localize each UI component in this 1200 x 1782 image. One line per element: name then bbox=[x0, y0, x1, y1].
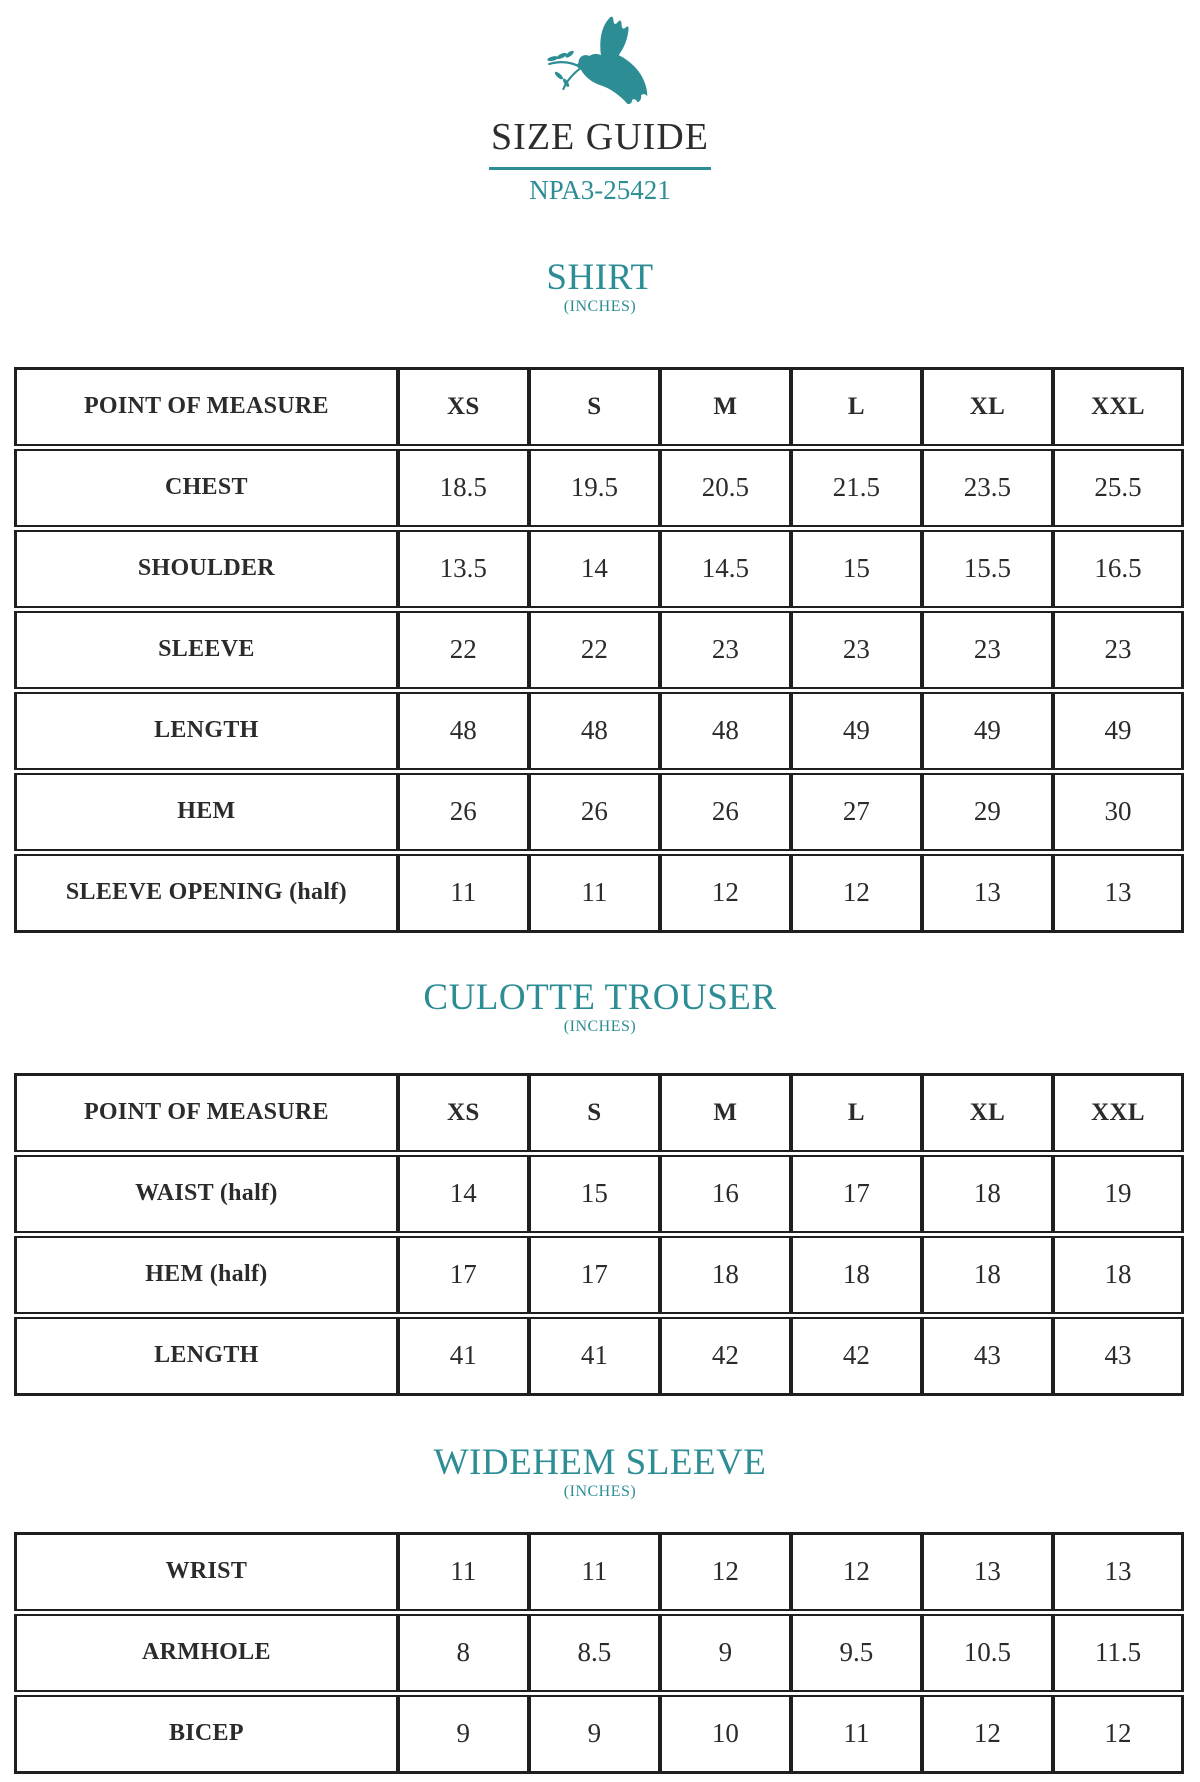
size-value-cell: 18 bbox=[660, 1236, 791, 1314]
section-heading: WIDEHEM SLEEVE bbox=[433, 1441, 767, 1483]
size-value-cell: 42 bbox=[791, 1317, 922, 1396]
point-of-measure-header: POINT OF MEASURE bbox=[14, 1073, 398, 1152]
size-value-cell: 15.5 bbox=[922, 530, 1053, 608]
measure-label-cell: HEM (half) bbox=[14, 1236, 398, 1314]
size-header-cell: XS bbox=[398, 1073, 529, 1152]
section-heading: SHIRT bbox=[546, 256, 654, 298]
size-header-cell: S bbox=[529, 1073, 660, 1152]
measure-label-cell: ARMHOLE bbox=[14, 1614, 398, 1692]
size-value-cell: 13 bbox=[922, 1532, 1053, 1611]
size-value-cell: 14 bbox=[529, 530, 660, 608]
measure-label-cell: WAIST (half) bbox=[14, 1155, 398, 1233]
size-value-cell: 22 bbox=[398, 611, 529, 689]
size-value-cell: 48 bbox=[660, 692, 791, 770]
size-value-cell: 11 bbox=[398, 1532, 529, 1611]
size-header-cell: XXL bbox=[1053, 367, 1184, 446]
size-value-cell: 15 bbox=[529, 1155, 660, 1233]
table-row bbox=[14, 611, 1184, 689]
size-value-cell: 26 bbox=[660, 773, 791, 851]
size-value-cell: 13.5 bbox=[398, 530, 529, 608]
size-value-cell: 18 bbox=[922, 1155, 1053, 1233]
size-header-cell: XL bbox=[922, 1073, 1053, 1152]
size-value-cell: 27 bbox=[791, 773, 922, 851]
measure-label-cell: SLEEVE bbox=[14, 611, 398, 689]
table-row bbox=[14, 1614, 1184, 1692]
size-header-cell: XXL bbox=[1053, 1073, 1184, 1152]
size-value-cell: 13 bbox=[1053, 854, 1184, 933]
size-value-cell: 17 bbox=[398, 1236, 529, 1314]
size-header-cell: XS bbox=[398, 367, 529, 446]
size-value-cell: 19 bbox=[1053, 1155, 1184, 1233]
measure-label-cell: SLEEVE OPENING (half) bbox=[14, 854, 398, 933]
brand-header bbox=[0, 14, 1200, 206]
table-row bbox=[14, 1317, 1184, 1396]
size-value-cell: 17 bbox=[529, 1236, 660, 1314]
size-value-cell: 12 bbox=[922, 1695, 1053, 1774]
size-header-cell: L bbox=[791, 367, 922, 446]
section-widehem-sleeve bbox=[0, 1443, 1200, 1777]
size-value-cell: 23 bbox=[660, 611, 791, 689]
section-culotte-trouser bbox=[0, 978, 1200, 1399]
size-value-cell: 26 bbox=[398, 773, 529, 851]
size-header-cell: L bbox=[791, 1073, 922, 1152]
size-value-cell: 29 bbox=[922, 773, 1053, 851]
size-value-cell: 48 bbox=[398, 692, 529, 770]
size-value-cell: 12 bbox=[791, 854, 922, 933]
size-value-cell: 49 bbox=[791, 692, 922, 770]
size-value-cell: 49 bbox=[1053, 692, 1184, 770]
measure-label-cell: LENGTH bbox=[14, 692, 398, 770]
measure-label-cell: SHOULDER bbox=[14, 530, 398, 608]
size-value-cell: 30 bbox=[1053, 773, 1184, 851]
widehem-sleeve-size-table bbox=[14, 1529, 1184, 1777]
size-value-cell: 20.5 bbox=[660, 449, 791, 527]
size-value-cell: 22 bbox=[529, 611, 660, 689]
table-row bbox=[14, 530, 1184, 608]
shirt-size-table bbox=[14, 364, 1184, 936]
size-value-cell: 14.5 bbox=[660, 530, 791, 608]
size-value-cell: 12 bbox=[660, 854, 791, 933]
size-value-cell: 26 bbox=[529, 773, 660, 851]
measure-label-cell: CHEST bbox=[14, 449, 398, 527]
style-code: NPA3-25421 bbox=[529, 174, 671, 205]
size-value-cell: 8.5 bbox=[529, 1614, 660, 1692]
size-value-cell: 42 bbox=[660, 1317, 791, 1396]
measure-label-cell: WRIST bbox=[14, 1532, 398, 1611]
size-value-cell: 12 bbox=[791, 1532, 922, 1611]
size-value-cell: 10 bbox=[660, 1695, 791, 1774]
size-value-cell: 9 bbox=[398, 1695, 529, 1774]
size-value-cell: 41 bbox=[529, 1317, 660, 1396]
size-value-cell: 49 bbox=[922, 692, 1053, 770]
size-value-cell: 43 bbox=[922, 1317, 1053, 1396]
culotte-trouser-size-table bbox=[14, 1070, 1184, 1399]
size-value-cell: 16 bbox=[660, 1155, 791, 1233]
size-value-cell: 16.5 bbox=[1053, 530, 1184, 608]
size-value-cell: 41 bbox=[398, 1317, 529, 1396]
point-of-measure-header: POINT OF MEASURE bbox=[14, 367, 398, 446]
size-value-cell: 9.5 bbox=[791, 1614, 922, 1692]
size-value-cell: 14 bbox=[398, 1155, 529, 1233]
size-value-cell: 18 bbox=[791, 1236, 922, 1314]
size-value-cell: 23 bbox=[1053, 611, 1184, 689]
size-value-cell: 19.5 bbox=[529, 449, 660, 527]
table-row bbox=[14, 692, 1184, 770]
size-header-cell: M bbox=[660, 1073, 791, 1152]
size-value-cell: 43 bbox=[1053, 1317, 1184, 1396]
section-unit: (INCHES) bbox=[563, 298, 637, 316]
section-unit: (INCHES) bbox=[563, 1018, 637, 1036]
size-value-cell: 23 bbox=[791, 611, 922, 689]
size-value-cell: 23 bbox=[922, 611, 1053, 689]
table-header-row bbox=[14, 1073, 1184, 1152]
size-value-cell: 18 bbox=[1053, 1236, 1184, 1314]
section-heading: CULOTTE TROUSER bbox=[423, 976, 777, 1018]
size-value-cell: 10.5 bbox=[922, 1614, 1053, 1692]
table-row bbox=[14, 773, 1184, 851]
size-value-cell: 13 bbox=[922, 854, 1053, 933]
table-row bbox=[14, 1695, 1184, 1774]
section-unit: (INCHES) bbox=[563, 1483, 637, 1501]
size-header-cell: XL bbox=[922, 367, 1053, 446]
table-row bbox=[14, 1155, 1184, 1233]
size-value-cell: 9 bbox=[660, 1614, 791, 1692]
section-shirt bbox=[0, 258, 1200, 936]
size-value-cell: 18 bbox=[922, 1236, 1053, 1314]
size-header-cell: S bbox=[529, 367, 660, 446]
dove-olive-branch-icon bbox=[541, 14, 659, 114]
size-value-cell: 11 bbox=[791, 1695, 922, 1774]
size-value-cell: 12 bbox=[1053, 1695, 1184, 1774]
table-row bbox=[14, 1236, 1184, 1314]
size-value-cell: 11 bbox=[529, 854, 660, 933]
size-value-cell: 13 bbox=[1053, 1532, 1184, 1611]
measure-label-cell: BICEP bbox=[14, 1695, 398, 1774]
size-header-cell: M bbox=[660, 367, 791, 446]
table-header-row bbox=[14, 367, 1184, 446]
size-value-cell: 21.5 bbox=[791, 449, 922, 527]
size-value-cell: 25.5 bbox=[1053, 449, 1184, 527]
size-value-cell: 18.5 bbox=[398, 449, 529, 527]
size-value-cell: 9 bbox=[529, 1695, 660, 1774]
measure-label-cell: HEM bbox=[14, 773, 398, 851]
size-value-cell: 11 bbox=[529, 1532, 660, 1611]
size-value-cell: 8 bbox=[398, 1614, 529, 1692]
size-value-cell: 11 bbox=[398, 854, 529, 933]
measure-label-cell: LENGTH bbox=[14, 1317, 398, 1396]
page-title: SIZE GUIDE bbox=[489, 116, 711, 170]
table-row bbox=[14, 449, 1184, 527]
size-value-cell: 23.5 bbox=[922, 449, 1053, 527]
size-value-cell: 15 bbox=[791, 530, 922, 608]
size-value-cell: 12 bbox=[660, 1532, 791, 1611]
size-value-cell: 11.5 bbox=[1053, 1614, 1184, 1692]
size-value-cell: 48 bbox=[529, 692, 660, 770]
table-row bbox=[14, 1532, 1184, 1611]
size-value-cell: 17 bbox=[791, 1155, 922, 1233]
table-row bbox=[14, 854, 1184, 933]
